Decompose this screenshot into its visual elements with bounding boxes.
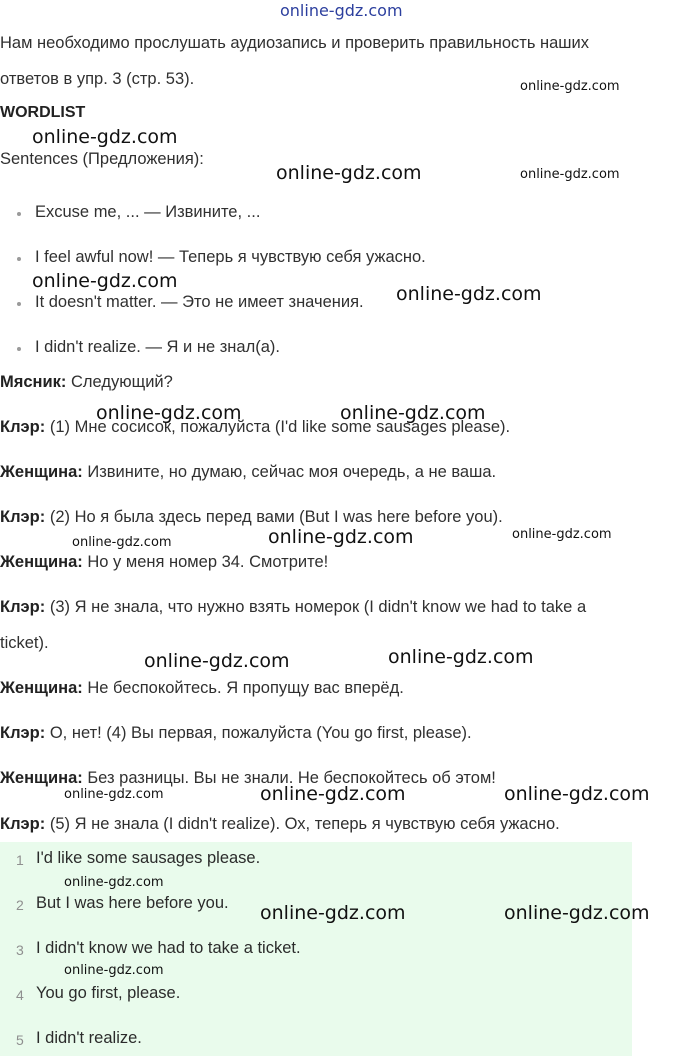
watermark: online-gdz.com (64, 787, 164, 802)
answer-text: I didn't realize. (36, 1029, 142, 1047)
watermark: online-gdz.com (268, 526, 414, 548)
speaker-name: Женщина: (0, 463, 83, 481)
speaker-name: Клэр: (0, 724, 46, 742)
answer-text: I didn't know we had to take a ticket. (36, 939, 301, 957)
dialogue-text: (2) Но я была здесь перед вами (But I was here before you). (45, 508, 503, 526)
watermark: online-gdz.com (520, 79, 620, 94)
answer-text: But I was here before you. (36, 894, 229, 912)
watermark: online-gdz.com (388, 646, 534, 668)
dialogue-text: Не беспокойтесь. Я пропущу вас вперёд. (82, 679, 404, 697)
bullet-dot (17, 257, 21, 261)
speaker-name: Клэр: (0, 418, 46, 436)
wordlist-heading: WORDLIST (0, 104, 86, 121)
bullet-dot (17, 212, 21, 216)
watermark: online-gdz.com (276, 162, 422, 184)
dialogue-text: (1) Мне сосисок, пожалуйста (I'd like some sausages please). (45, 418, 511, 436)
dialogue-line (0, 598, 586, 617)
watermark: online-gdz.com (260, 902, 406, 924)
answer-number: 3 (16, 942, 24, 958)
bullet-dot (17, 302, 21, 306)
watermark: online-gdz.com (260, 783, 406, 805)
answer-text: You go first, please. (36, 984, 181, 1002)
intro-line-1: Нам необходимо прослушать аудиозапись и проверить правильность наших (0, 34, 590, 52)
speaker-name: Клэр: (0, 598, 46, 616)
answer-number: 2 (16, 897, 24, 913)
dialogue-text: (3) Я не знала, что нужно взять номерок (I didn't know we had to take a (45, 598, 587, 616)
dialogue-text: Следующий? (66, 373, 173, 391)
dialogue-text: Извините, но думаю, сейчас моя очередь, а не ваша. (82, 463, 497, 481)
speaker-name: Мясник: (0, 373, 67, 391)
watermark: online-gdz.com (64, 963, 164, 978)
answer-number: 1 (16, 852, 24, 868)
watermark: online-gdz.com (504, 783, 650, 805)
watermark: online-gdz.com (520, 167, 620, 182)
dialogue-text: Но у меня номер 34. Смотрите! (82, 553, 329, 571)
dialogue-text: Без разницы. Вы не знали. Не беспокойтесь об этом! (82, 769, 496, 787)
wordlist-item: Excuse me, ... — Извините, ... (35, 203, 261, 221)
watermark: online-gdz.com (504, 902, 650, 924)
watermark: online-gdz.com (512, 527, 612, 542)
speaker-name: Клэр: (0, 508, 46, 526)
dialogue-line (0, 679, 404, 698)
watermark: online-gdz.com (32, 126, 178, 148)
dialogue-line (0, 508, 503, 527)
watermark: online-gdz.com (96, 402, 242, 424)
dialogue-continuation: ticket). (0, 634, 49, 652)
watermark: online-gdz.com (72, 535, 172, 550)
dialogue-line (0, 463, 496, 482)
watermark: online-gdz.com (280, 1, 403, 20)
answer-text: I'd like some sausages please. (36, 849, 261, 867)
watermark: online-gdz.com (64, 875, 164, 890)
speaker-name: Клэр: (0, 815, 46, 833)
answer-number: 4 (16, 987, 24, 1003)
dialogue-line (0, 815, 560, 834)
wordlist-item: I didn't realize. — Я и не знал(а). (35, 338, 280, 356)
watermark: online-gdz.com (340, 402, 486, 424)
wordlist-item: I feel awful now! — Теперь я чувствую себя ужасно. (35, 248, 426, 266)
dialogue-line (0, 769, 496, 788)
intro-line-2: ответов в упр. 3 (стр. 53). (0, 70, 195, 88)
dialogue-line (0, 724, 472, 743)
watermark: online-gdz.com (144, 650, 290, 672)
answer-number: 5 (16, 1032, 24, 1048)
speaker-name: Женщина: (0, 553, 83, 571)
watermark: online-gdz.com (32, 270, 178, 292)
wordlist-subheading: Sentences (Предложения): (0, 150, 204, 168)
dialogue-line (0, 373, 173, 392)
dialogue-line (0, 553, 328, 572)
speaker-name: Женщина: (0, 679, 83, 697)
wordlist-item: It doesn't matter. — Это не имеет значения. (35, 293, 364, 311)
watermark: online-gdz.com (396, 283, 542, 305)
dialogue-text: (5) Я не знала (I didn't realize). Ох, теперь я чувствую себя ужасно. (45, 815, 560, 833)
bullet-dot (17, 347, 21, 351)
speaker-name: Женщина: (0, 769, 83, 787)
dialogue-text: О, нет! (4) Вы первая, пожалуйста (You go first, please). (45, 724, 472, 742)
